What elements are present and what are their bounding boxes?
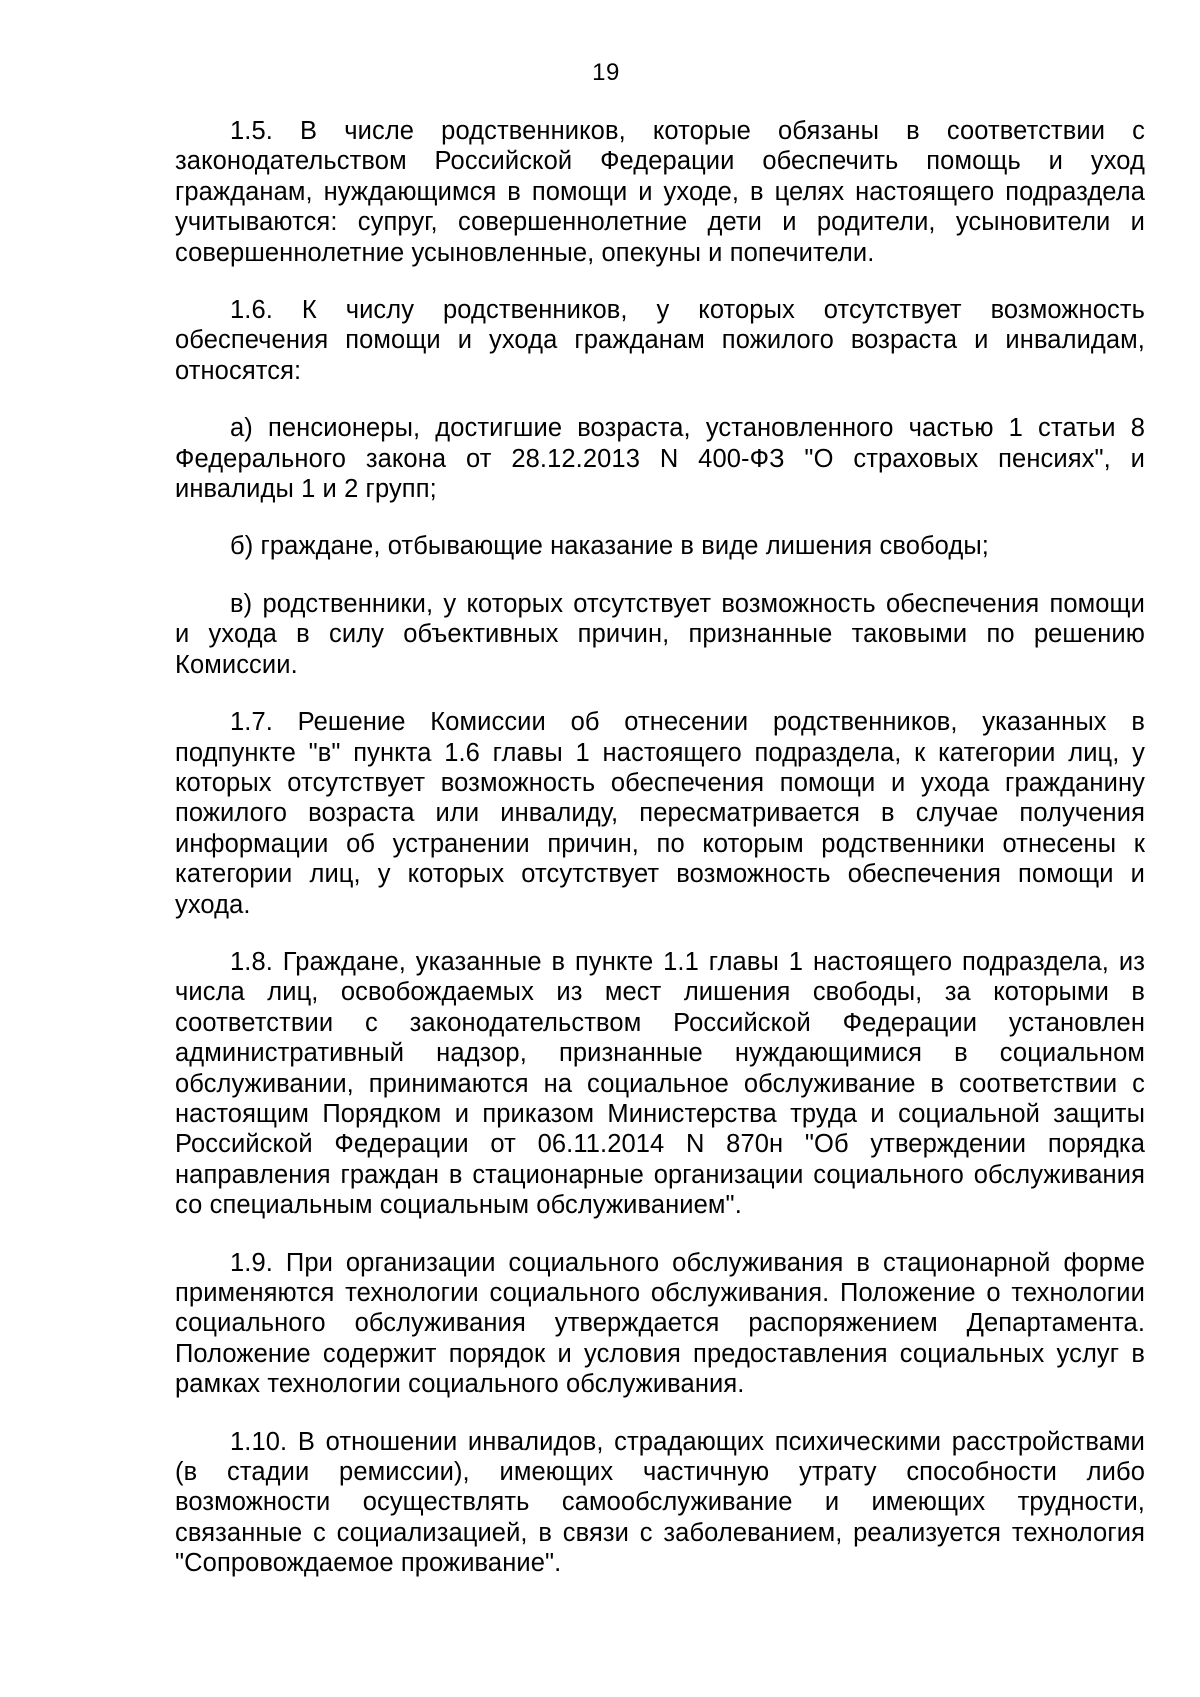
- paragraph-1-9: 1.9. При организации социального обслуживания в стационарной форме применяются технологии социального обслуживания. Положение о технологии социального обслуживания утверждается распоряжением Департамента. Положение содержит порядок и условия предоставления социальных услуг в рамках технологии социального обслуживания.: [175, 1248, 1145, 1399]
- document-body: [175, 116, 1145, 1606]
- subitem-v: в) родственники, у которых отсутствует возможность обеспечения помощи и ухода в силу объективных причин, признанные таковыми по решению Комиссии.: [175, 589, 1145, 679]
- paragraph-1-10: 1.10. В отношении инвалидов, страдающих психическими расстройствами (в стадии ремиссии), имеющих частичную утрату способности либо возможности осуществлять самообслуживание и имеющих трудности, связанные с социализацией, в связи с заболеванием, реализуется технология "Сопровождаемое проживание".: [175, 1427, 1145, 1578]
- paragraph-1-8: 1.8. Граждане, указанные в пункте 1.1 главы 1 настоящего подраздела, из числа лиц, освобождаемых из мест лишения свободы, за которыми в соответствии с законодательством Российской Федерации установлен административный надзор, признанные нуждающимися в социальном обслуживании, принимаются на социальное обслуживание в соответствии с настоящим Порядком и приказом Министерства труда и социальной защиты Российской Федерации от 06.11.2014 N 870н "Об утверждении порядка направления граждан в стационарные организации социального обслуживания со специальным социальным обслуживанием".: [175, 947, 1145, 1220]
- subitem-b: б) граждане, отбывающие наказание в виде лишения свободы;: [230, 532, 989, 561]
- paragraph-1-6: 1.6. К числу родственников, у которых отсутствует возможность обеспечения помощи и ухода гражданам пожилого возраста и инвалидам, относятся:: [175, 296, 1145, 385]
- paragraph-1-5: 1.5. В числе родственников, которые обязаны в соответствии с законодательством Российской Федерации обеспечить помощь и уход гражданам, нуждающимся в помощи и уходе, в целях настоящего подраздела учитываются: супруг, совершеннолетние дети и родители, усыновители и совершеннолетние усыновленные, опекуны и попечители.: [175, 117, 1145, 267]
- page-number: 19: [592, 59, 620, 86]
- paragraph-1-7: 1.7. Решение Комиссии об отнесении родственников, указанных в подпункте "в" пункта 1.6 главы 1 настоящего подраздела, к категории лиц, у которых отсутствует возможность обеспечения помощи и ухода гражданину пожилого возраста или инвалиду, пересматривается в случае получения информации об устранении причин, по которым родственники отнесены к категории лиц, у которых отсутствует возможность обеспечения помощи и ухода.: [175, 708, 1145, 919]
- subitem-a: а) пенсионеры, достигшие возраста, установленного частью 1 статьи 8 Федерального закона от 28.12.2013 N 400-ФЗ "О страховых пенсиях", и инвалиды 1 и 2 групп;: [175, 414, 1145, 504]
